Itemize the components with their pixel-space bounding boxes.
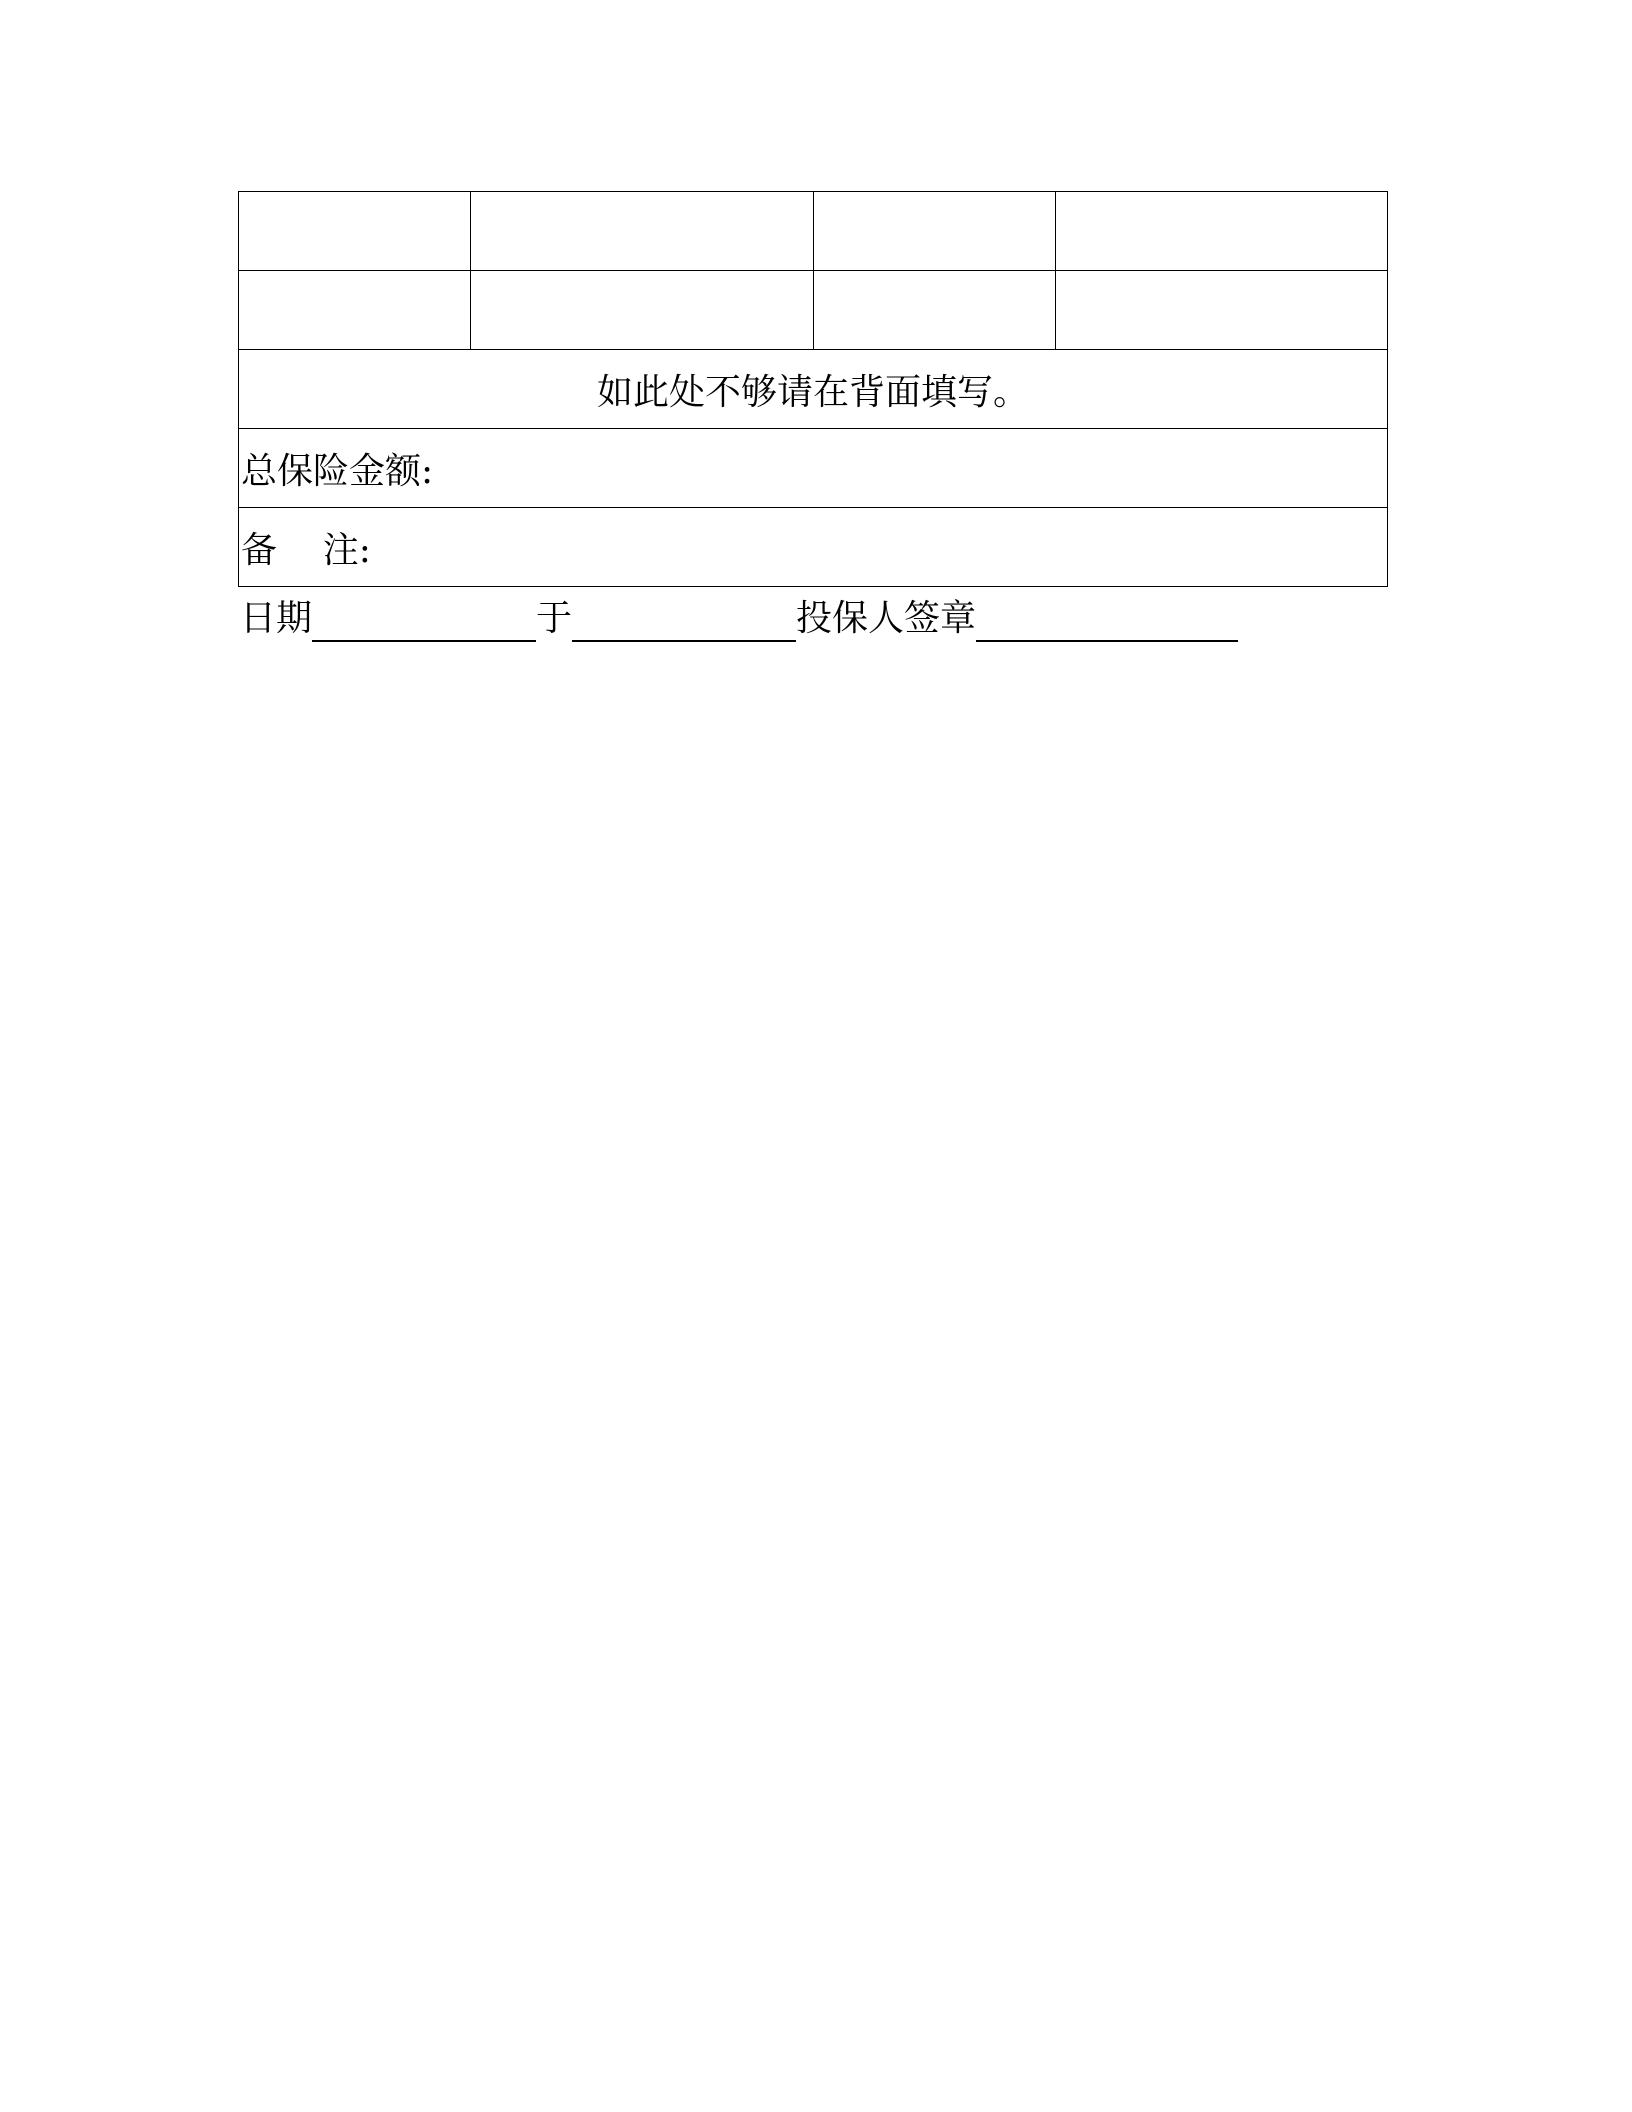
table-cell[interactable] — [814, 271, 1056, 350]
table-row — [239, 271, 1388, 350]
total-amount-label: 总保险金额: — [241, 450, 434, 492]
date-blank[interactable] — [312, 600, 536, 642]
date-label: 日期 — [240, 598, 313, 639]
note-row — [239, 350, 1388, 429]
total-amount-row — [239, 429, 1388, 508]
table-cell[interactable] — [471, 271, 814, 350]
table-cell[interactable] — [471, 192, 814, 271]
signature-line — [240, 596, 1238, 642]
insurance-items-table — [238, 191, 1388, 587]
signature-blank[interactable] — [976, 600, 1238, 642]
overflow-note: 如此处不够请在背面填写。 — [239, 350, 1388, 429]
table-cell[interactable] — [814, 192, 1056, 271]
applicant-sign-label: 投保人签章 — [796, 598, 977, 639]
total-amount-field[interactable] — [239, 429, 1388, 508]
table-cell[interactable] — [239, 271, 471, 350]
table-row — [239, 192, 1388, 271]
table-cell[interactable] — [239, 192, 471, 271]
at-label: 于 — [536, 598, 573, 639]
place-blank[interactable] — [572, 600, 796, 642]
remarks-field[interactable] — [239, 508, 1388, 587]
table-cell[interactable] — [1056, 192, 1388, 271]
remarks-label: 备 注: — [241, 529, 371, 571]
table-cell[interactable] — [1056, 271, 1388, 350]
remarks-row — [239, 508, 1388, 587]
